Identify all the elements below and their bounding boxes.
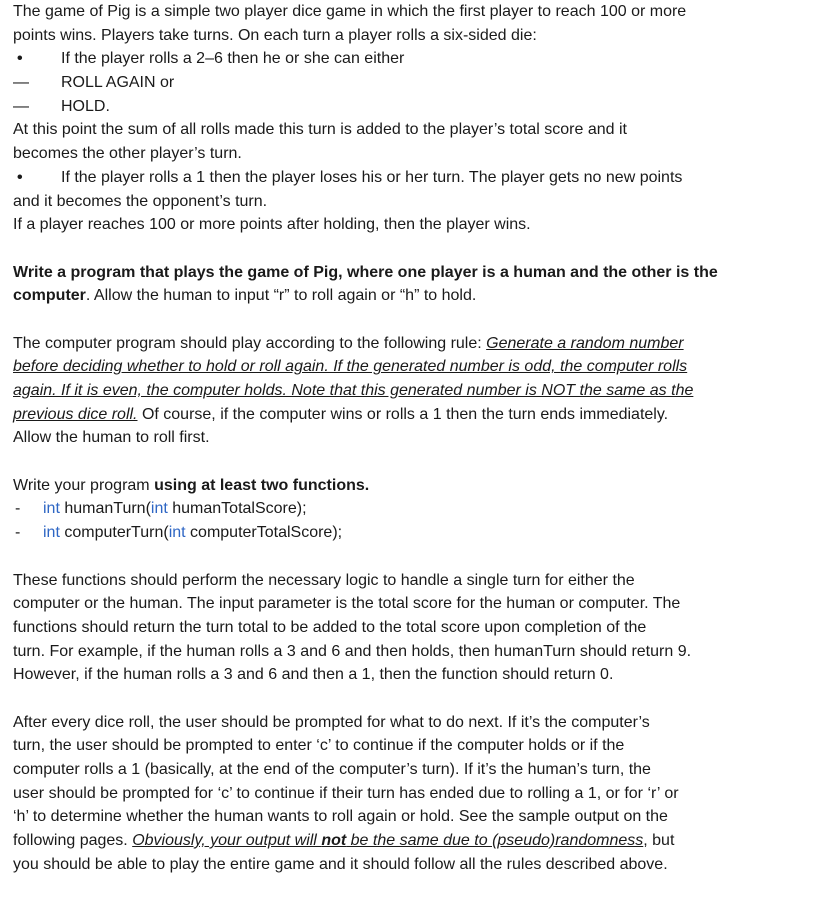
rule-line-3 bbox=[13, 379, 803, 403]
intro-line-4: becomes the other player’s turn. bbox=[13, 145, 242, 163]
rule-underlined: before deciding whether to hold or roll again. If the generated number is odd, the computer rolls bbox=[13, 358, 688, 376]
functions-bold: using at least two functions. bbox=[154, 476, 370, 494]
desc-line-2: computer or the human. The input parameter is the total score for the human or computer. The bbox=[13, 595, 681, 613]
bullet-item-roll-1 bbox=[13, 166, 803, 190]
function-signature-computer: - int computerTurn(int computerTotalScore); bbox=[13, 521, 803, 545]
bullet-text: If the player rolls a 1 then the player loses his or her turn. The player gets no new points bbox=[61, 168, 683, 186]
intro-line-1: The game of Pig is a simple two player dice game in which the first player to reach 100 or more bbox=[13, 3, 687, 20]
prompt-line-5: ‘h’ to determine whether the human wants to roll again or hold. See the sample output on the bbox=[13, 808, 668, 826]
intro-line-6: If a player reaches 100 or more points after holding, then the player wins. bbox=[13, 216, 531, 234]
prompt-line-3: computer rolls a 1 (basically, at the end of the computer’s turn). If it’s the human’s turn, the bbox=[13, 761, 651, 778]
prompt-line-7: you should be able to play the entire game and it should follow all the rules described above. bbox=[13, 855, 668, 873]
intro-line-2: points wins. Players take turns. On each turn a player rolls a six-sided die: bbox=[13, 26, 537, 44]
dash-text: HOLD. bbox=[61, 97, 110, 115]
rule-line-5: Allow the human to roll first. bbox=[13, 429, 210, 447]
keyword-int: int bbox=[168, 524, 186, 542]
rule-underlined: again. If it is even, the computer holds. Note that this generated number is NOT the same as the bbox=[13, 382, 694, 399]
desc-line-4: turn. For example, if the human rolls a 3 and 6 and then holds, then humanTurn should return 9. bbox=[13, 642, 692, 660]
rule-line-2 bbox=[13, 355, 803, 379]
intro-line-3: At this point the sum of all rolls made this turn is added to the player’s total score and it bbox=[13, 121, 627, 139]
bullet-marker: • bbox=[17, 168, 23, 186]
prompt-underlined: Obviously, your output will not be the same due to (pseudo)randomness bbox=[132, 832, 644, 850]
task-rest: . Allow the human to input “r” to roll again or “h” to hold. bbox=[85, 287, 477, 305]
prompt-line-2: turn, the user should be prompted to enter ‘c’ to continue if the computer holds or if the bbox=[13, 737, 625, 755]
task-bold-2: computer bbox=[13, 287, 86, 305]
rule-underlined: Generate a random number bbox=[486, 334, 684, 352]
keyword-int: int bbox=[43, 500, 60, 518]
dash-marker: — bbox=[13, 74, 29, 92]
keyword-int: int bbox=[150, 500, 168, 518]
prompt-line-4: user should be prompted for ‘c’ to continue if their turn has ended due to rolling a 1, or for ‘r’ or bbox=[13, 784, 679, 802]
task-line-2 bbox=[13, 284, 803, 308]
dash-marker: - bbox=[15, 500, 21, 518]
rule-line-4: previous dice roll. Of course, if the computer wins or rolls a 1 then the turn ends immediately. bbox=[13, 405, 669, 423]
dash-item-roll-again bbox=[13, 71, 803, 95]
dash-marker: - bbox=[15, 524, 21, 542]
desc-line-5: However, if the human rolls a 3 and 6 and then a 1, then the function should return 0. bbox=[13, 666, 614, 684]
prompt-line-6: following pages. Obviously, your output will not be the same due to (pseudo)randomness, but bbox=[13, 832, 675, 850]
desc-line-1: These functions should perform the necessary logic to handle a single turn for either the bbox=[13, 571, 635, 589]
keyword-int: int bbox=[43, 524, 60, 542]
intro-line-5: and it becomes the opponent’s turn. bbox=[13, 192, 268, 210]
bullet-marker: • bbox=[17, 50, 23, 68]
dash-text: ROLL AGAIN or bbox=[61, 74, 175, 92]
functions-heading: Write your program using at least two functions. bbox=[13, 476, 370, 494]
dash-marker: — bbox=[13, 97, 29, 115]
rule-line-1: The computer program should play according to the following rule: Generate a random number bbox=[13, 334, 684, 352]
bullet-text: If the player rolls a 2–6 then he or she can either bbox=[61, 50, 405, 68]
task-line-1 bbox=[13, 261, 803, 285]
dash-item-hold bbox=[13, 95, 803, 119]
prompt-line-1: After every dice roll, the user should be prompted for what to do next. If it’s the computer’s bbox=[13, 713, 650, 731]
function-signature-human: - int humanTurn(int humanTotalScore); bbox=[13, 497, 803, 521]
desc-line-3: functions should return the turn total to be added to the total score upon completion of the bbox=[13, 618, 647, 636]
task-bold-1: Write a program that plays the game of Pig, where one player is a human and the other is the bbox=[13, 263, 718, 281]
bullet-item-roll-2-6 bbox=[13, 47, 803, 71]
rule-underlined: previous dice roll. bbox=[13, 405, 138, 423]
